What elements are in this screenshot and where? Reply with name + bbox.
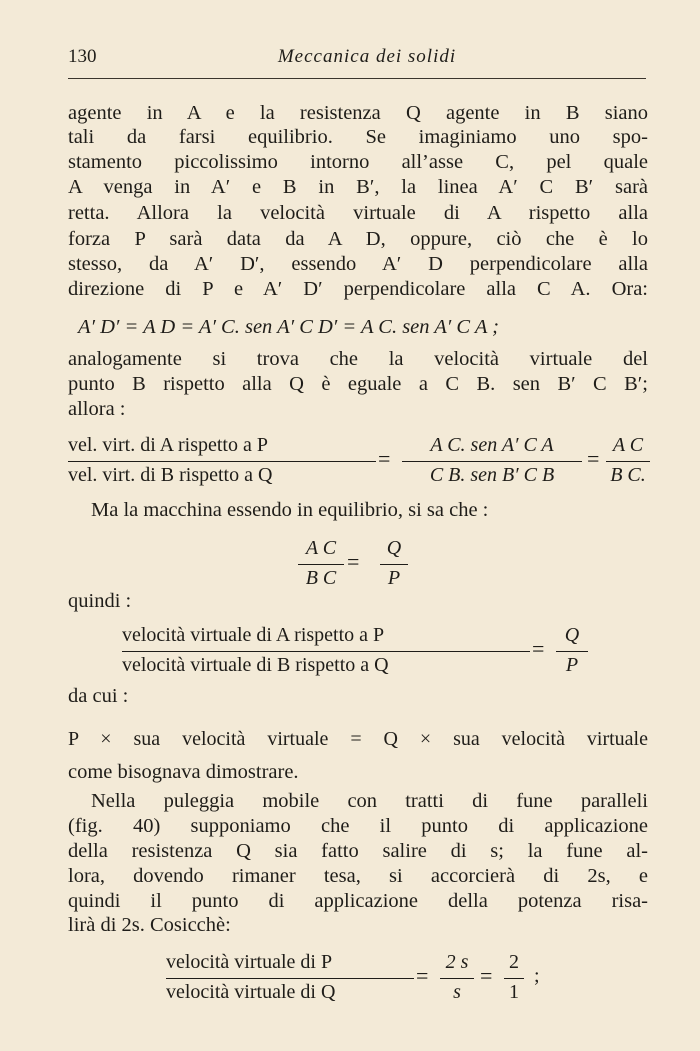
fraction-numerator: A C — [305, 537, 337, 559]
fraction-denominator: velocità virtuale di B rispetto a Q — [122, 654, 389, 676]
fraction-denominator: P — [565, 654, 579, 676]
fraction-numerator: velocità virtuale di A rispetto a P — [122, 624, 385, 646]
fraction-2-1 — [504, 951, 524, 1005]
text-line: forza P sarà data da A D, oppure, ciò che è lo — [68, 228, 648, 250]
fraction-pulley-velocities — [166, 951, 414, 1005]
fraction-bar — [556, 651, 588, 652]
equation-final: P × sua velocità virtuale = Q × sua velocità virtuale — [68, 728, 648, 750]
fraction-numerator: A C — [612, 434, 644, 456]
fraction-sine-ratio — [402, 434, 582, 488]
fraction-bar — [606, 461, 650, 462]
text-line: analogamente si trova che la velocità virtuale del — [68, 348, 648, 370]
text-line: quindi : — [68, 590, 132, 612]
header-rule — [68, 78, 646, 79]
text-line: Ma la macchina essendo in equilibrio, si sa che : — [91, 499, 489, 521]
fraction-numerator: Q — [386, 537, 402, 559]
fraction-q-p — [556, 624, 588, 678]
fraction-numerator: A C. sen A′ C A — [430, 434, 554, 456]
text-line: stesso, da A′ D′, essendo A′ D perpendicolare alla — [68, 253, 648, 275]
text-line: lora, dovendo rimaner tesa, si accorcierà di 2s, e — [68, 865, 648, 887]
page-number: 130 — [68, 46, 97, 67]
equals-sign: = — [416, 963, 429, 988]
text-line: retta. Allora la velocità virtuale di A rispetto alla — [68, 202, 648, 224]
fraction-denominator: B C. — [610, 464, 646, 486]
fraction-bar — [380, 564, 408, 565]
equals-sign: = — [587, 446, 600, 471]
fraction-numerator: 2 — [509, 951, 519, 973]
fraction-bar — [402, 461, 582, 462]
fraction-bar — [166, 978, 414, 979]
equals-sign: = — [480, 963, 493, 988]
fraction-denominator: P — [387, 567, 401, 589]
text-line: lirà di 2s. Cosicchè: — [68, 914, 231, 936]
fraction-bar — [504, 978, 524, 979]
fraction-denominator: C B. sen B′ C B — [429, 464, 555, 486]
fraction-denominator: B C — [305, 567, 337, 589]
fraction-ac-bc — [606, 434, 650, 488]
fraction-q-p — [380, 537, 408, 591]
fraction-numerator: vel. virt. di A rispetto a P — [68, 434, 268, 456]
text-line: allora : — [68, 398, 126, 420]
text-line: direzione di P e A′ D′ perpendicolare alla C A. Ora: — [68, 278, 648, 300]
fraction-denominator: vel. virt. di B rispetto a Q — [68, 464, 273, 486]
fraction-denominator: velocità virtuale di Q — [166, 981, 336, 1003]
fraction-numerator: Q — [564, 624, 580, 646]
fraction-denominator: 1 — [509, 981, 519, 1003]
equals-sign: = — [347, 549, 360, 574]
text-line: tali da farsi equilibrio. Se imaginiamo uno spo- — [68, 126, 648, 148]
fraction-virtual-velocities — [122, 624, 530, 678]
equals-sign: = — [378, 446, 391, 471]
text-line: Nella puleggia mobile con tratti di fune paralleli — [91, 790, 648, 812]
equation-1: A′ D′ = A D = A′ C. sen A′ C D′ = A C. sen A′ C A ; — [78, 316, 499, 338]
fraction-virtual-velocities — [68, 434, 376, 488]
text-line: come bisognava dimostrare. — [68, 761, 299, 783]
semicolon: ; — [534, 965, 540, 987]
fraction-denominator: s — [453, 981, 461, 1003]
text-line: quindi il punto di applicazione della potenza risa- — [68, 890, 648, 912]
fraction-bar — [122, 651, 530, 652]
fraction-numerator: 2 s — [445, 951, 469, 973]
text-line: stamento piccolissimo intorno all’asse C, pel quale — [68, 151, 648, 173]
running-title: Meccanica dei solidi — [277, 46, 457, 67]
text-line: punto B rispetto alla Q è eguale a C B. sen B′ C B′; — [68, 373, 648, 395]
fraction-numerator: velocità virtuale di P — [166, 951, 333, 973]
fraction-bar — [298, 564, 344, 565]
text-line: da cui : — [68, 685, 129, 707]
fraction-ac-bc — [298, 537, 344, 591]
equals-sign: = — [532, 636, 545, 661]
fraction-bar — [440, 978, 474, 979]
text-line: della resistenza Q sia fatto salire di s; la fune al- — [68, 840, 648, 862]
page-header — [68, 46, 646, 76]
text-line: agente in A e la resistenza Q agente in B siano — [68, 102, 648, 124]
fraction-2s-s — [440, 951, 474, 1005]
text-line: (fig. 40) supponiamo che il punto di applicazione — [68, 815, 648, 837]
fraction-bar — [68, 461, 376, 462]
text-line: A venga in A′ e B in B′, la linea A′ C B′ sarà — [68, 176, 648, 198]
